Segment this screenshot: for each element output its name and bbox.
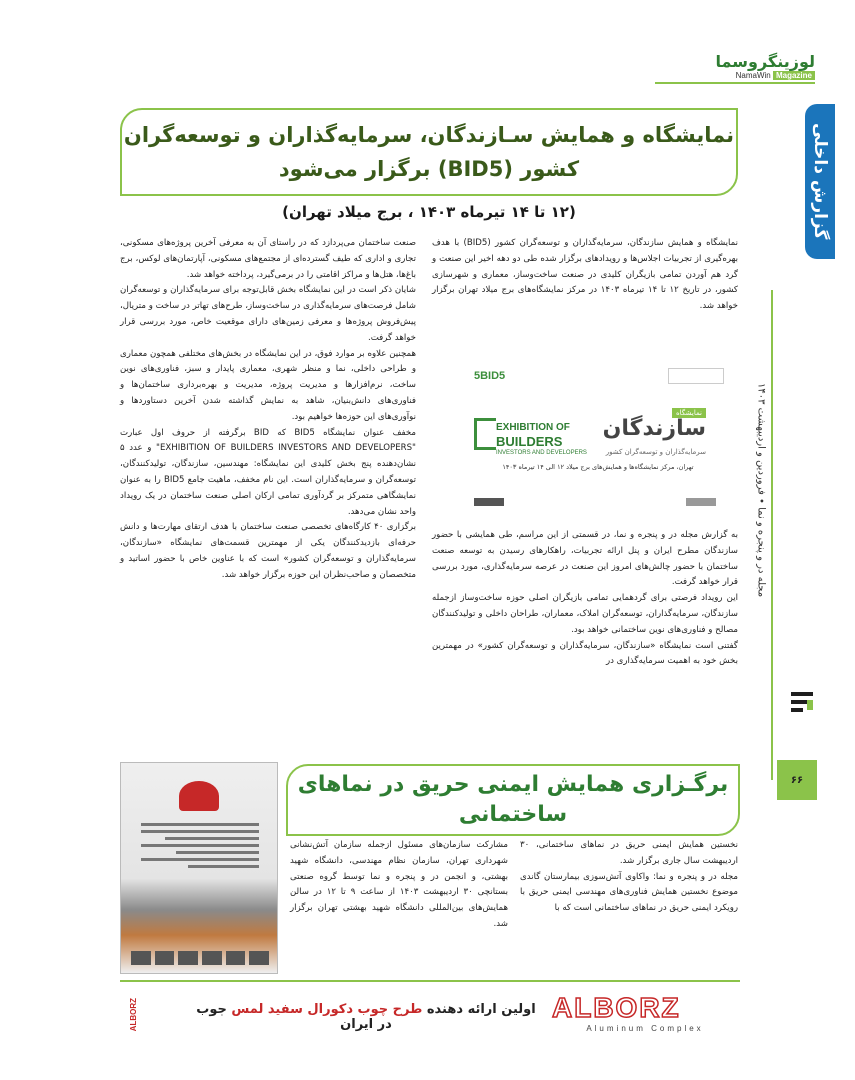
masthead-magazine: Magazine [773, 71, 815, 80]
article1-paragraph: به گزارش مجله در و پنجره و نما، در قسمتی از این مراسم، طی همایشی با حضور سازندگان مطرح ایران و پنل ارائه تجربیات، راهکارهای رسیدن به توسعه صنعت ساختمان با حضور چالش‌های امروز این صنعت در عرصه سرمایه‌گذاری، مورد بررسی قرار خواهد گرفت. [432, 530, 738, 588]
section-tab [805, 104, 835, 259]
bid5-fa-tag: نمایشگاه [672, 408, 706, 418]
article1-headline-line2: کشور (BID5) برگزار می‌شود [278, 157, 580, 181]
article1-right-lower-column [432, 528, 738, 670]
article1-paragraph: گفتنی است نمایشگاه «سازندگان، سرمایه‌گذاران و توسعه‌گران کشور» در مهمترین بخش خود به اهمیت سرمایه‌گذاری در [432, 640, 738, 667]
poster-sponsor-logos [131, 951, 269, 965]
masthead [655, 52, 815, 82]
flame-icon [179, 781, 219, 811]
article2-headline [286, 764, 740, 836]
ad-vertical-logo [125, 990, 141, 1040]
article1-right-column [432, 236, 738, 315]
event-poster-image [120, 762, 278, 974]
article1-left-column [120, 236, 416, 584]
bid5-mark: 5BID5 [474, 370, 506, 382]
running-header-text: مجله در و پنجره و نما • فروردین و اردیبهشت ۱۴۰۳ [755, 382, 767, 598]
sponsor-logo [474, 498, 504, 506]
masthead-rule [655, 82, 815, 84]
alborz-logo: ALBORZ [552, 992, 681, 1023]
article1-paragraph: نمایشگاه و همایش سازندگان، سرمایه‌گذاران و توسعه‌گران کشور (BID5) با هدف بهره‌گیری از تجربیات اجلاس‌ها و رویدادهای برگزار شده طی دو دهه اخیر این صنعت و گرد هم آوردن تمامی بازیگران کلیدی در صنعت ساخت‌وساز، معماری و شهرسازی کشور، در تاریخ ۱۲ تا ۱۴ تیرماه ۱۴۰۳ در مرکز نمایشگاه‌های برج میلاد تهران برگزار خواهد شد. [432, 238, 738, 312]
article2-paragraph: نخستین همایش ایمنی حریق در نماهای ساختمانی، ۳۰ اردیبهشت سال جاری برگزار شد. [520, 840, 738, 866]
article2-headline-line2: ساختمانی [458, 802, 568, 827]
ad-tagline-prefix: اولین ارائه دهنده [426, 1002, 536, 1017]
masthead-logo: لوزینگروسما [715, 52, 815, 71]
article1-paragraph: همچنین علاوه بر موارد فوق، در این نمایشگاه در بخش‌های مختلفی همچون معماری و طراحی داخلی، نما و منظر شهری، معماری پایدار و سبز، فناوری‌های نوین ساخت، نرم‌افزارها و مدیریت پروژه، مدیریت و بهره‌برداری ساختمان‌ها و فناوری‌های دانش‌بنیان، شاهد به نمایش گذاشته شدن آخرین دستاوردها و نوآوری‌های این حوزه‌ها خواهیم بود. [120, 348, 416, 422]
section-title: گزارش داخلی [810, 123, 830, 240]
bid5-en-line2: BUILDERS [496, 434, 563, 449]
ad-separator [120, 980, 740, 982]
bid5-logo-box [460, 360, 736, 510]
alborz-logo-subtitle: Aluminum Complex [586, 1024, 704, 1033]
article1-headline-line1: نمایشگاه و همایش سـازندگان، سرمایه‌گذاران و توسعه‌گران [123, 123, 735, 147]
running-header [751, 300, 771, 680]
masthead-subtitle [736, 71, 815, 80]
bid5-en-line1: EXHIBITION OF [496, 422, 570, 433]
article2-left-column [290, 838, 508, 933]
bid5-en-line3: INVESTORS AND DEVELOPERS [496, 450, 587, 456]
bid5-fa-sub: سرمایه‌گذاران و توسعه‌گران کشور [605, 448, 706, 456]
poster-text-block [141, 823, 259, 872]
article1-paragraph: این رویداد فرصتی برای گردهمایی تمامی بازیگران اصلی حوزه ساخت‌وساز ازجمله سازندگان، سرمایه‌گذاران، توسعه‌گران املاک، معماران، طراحان داخلی و تولیدکنندگان مصالح و فناوری‌های نوین ساختمانی خواهد بود. [432, 593, 738, 635]
article2-headline-line1: برگـزاری همایش ایمنی حریق در نماهای [297, 772, 729, 797]
sponsor-logo [686, 498, 716, 506]
article1-paragraph: صنعت ساختمان می‌پردازد که در راستای آن به معرفی آخرین پروژه‌های مسکونی، تجاری و اداری که طیف گسترده‌ای از مجتمع‌های مسکونی، آپارتمان‌های لوکس، برج باغ‌ها، هتل‌ها و مراکز اقامتی را در برمی‌گیرد، پرداخته خواهد شد. [120, 238, 416, 280]
article2-paragraph: مشارکت سازمان‌های مسئول ازجمله سازمان آتش‌نشانی شهرداری تهران، سازمان نظام مهندسی، دانشگاه شهید بهشتی، و انجمن در و پنجره و نما توسط گروه صنعتی بستانچی ۳۰ اردیبهشت ۱۴۰۳ از ساعت ۹ تا ۱۲ در سالن همایش‌های بین‌المللی دانشگاه شهید بهشتی تهران برگزار شد. [290, 840, 508, 929]
bid5-date: تهران، مرکز نمایشگاه‌ها و همایش‌های برج میلاد ۱۲ الی ۱۴ تیرماه ۱۴۰۳ [502, 463, 694, 471]
article1-paragraph: مخفف عنوان نمایشگاه BID5 که BID برگرفته از حروف اول عبارت "EXHIBITION OF BUILDERS INVESTORS AND DEVELOPERS" و عدد ۵ نشان‌دهنده پنج بخش کلیدی این نمایشگاه: مهندسین، سازندگان، تولیدکنندگان، توسعه‌گران و سرمایه‌گذاران است. این نام مخفف، ماهیت جامع BID5 را به عنوان نمایشگاهی متمرکز بر گردآوری تمامی ارکان اصلی صنعت ساختمان در یک رویداد واحد نشان می‌دهد. [120, 427, 416, 517]
margin-rule [771, 290, 773, 780]
article1-paragraph: برگزاری ۴۰ کارگاه‌های تخصصی صنعت ساختمان با هدف ارتقای مهارت‌ها و دانش حرفه‌ای بازدیدکنندگان یکی از مهمترین قسمت‌های نمایشگاه «سازندگان، سرمایه‌گذاران و توسعه‌گران کشور» است که با عناوین خاص با حضور اساتید و متخصصان و صاحب‌نظران این حوزه برگزار خواهد شد. [120, 522, 416, 580]
ad-vertical-logo-text: ALBORZ [128, 998, 138, 1032]
article1-headline [120, 108, 738, 196]
article1-subhead: (۱۲ تا ۱۴ تیرماه ۱۴۰۳ ، برج میلاد تهران) [282, 203, 576, 221]
ad-tagline-highlight: طرح چوب دکورال سفید لمس [231, 1002, 423, 1017]
page-number: ۶۶ [777, 760, 817, 800]
article2-right-column [520, 838, 738, 917]
bid5-fa-name: سازندگان [602, 416, 706, 441]
ad-tagline-suffix: جوب در ایران [196, 1002, 392, 1032]
ad-tagline [196, 1002, 536, 1032]
article2-paragraph: مجله در و پنجره و نما: واکاوی آتش‌سوزی بیمارستان گاندی موضوع نخستین همایش فناوری‌های مهندسی ایمنی حریق با رویکرد ایمنی حریق در نماهای ساختمانی است که با [520, 871, 738, 914]
masthead-brand: NamaWin [735, 71, 771, 80]
bid5-bracket-icon [474, 418, 496, 450]
sponsor-logo [668, 368, 724, 384]
article1-paragraph: شایان ذکر است در این نمایشگاه بخش قابل‌توجه برای سرمایه‌گذاران و توسعه‌گران شامل فرصت‌های سرمایه‌گذاری در ساخت‌وساز، طرح‌های تهاتر در ساخت و متریال، پیش‌فروش پروژه‌ها و معرفی زمین‌های دارای موقعیت خاص، مورد بررسی قرار خواهد گرفت. [120, 285, 416, 343]
magazine-mark-icon [789, 688, 815, 718]
